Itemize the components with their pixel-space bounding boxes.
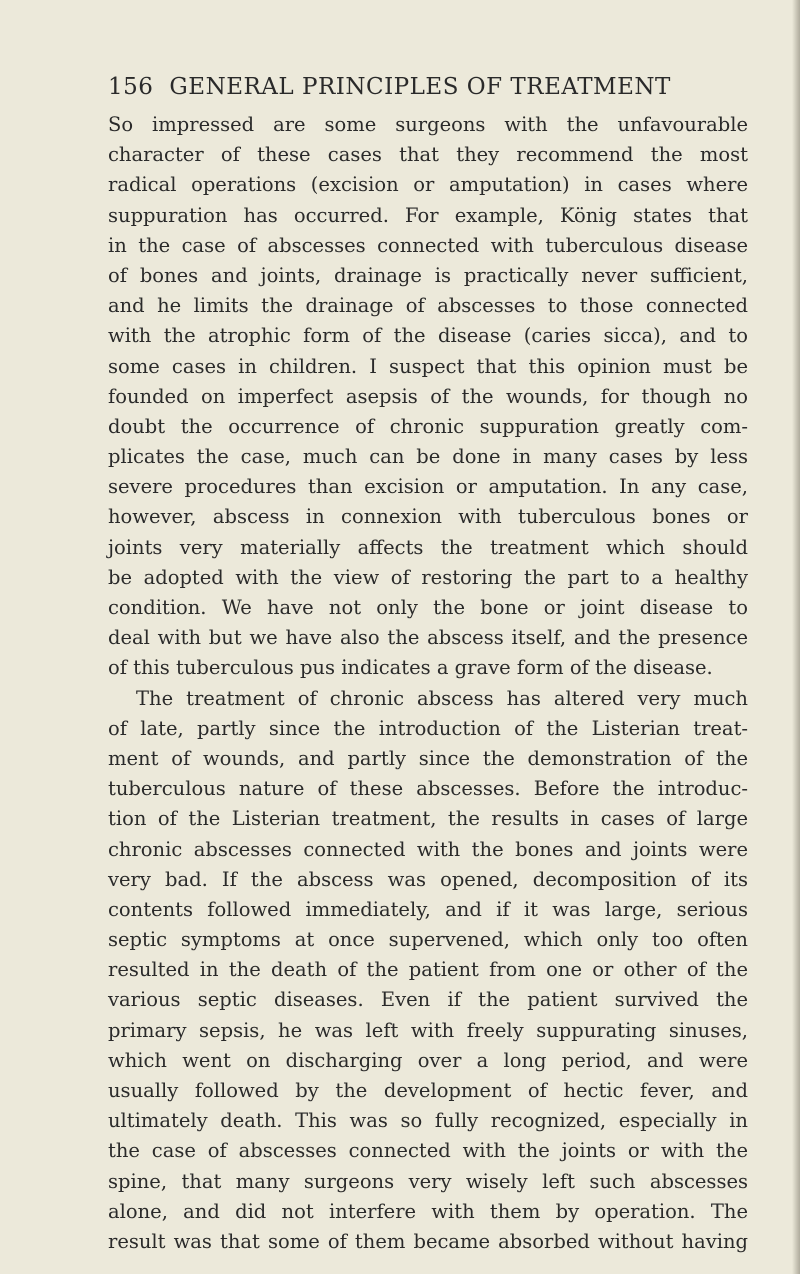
text-line: ultimately death. This was so fully recognized, especially in	[108, 1109, 748, 1133]
text-line: with the atrophic form of the disease (caries sicca), and to	[108, 324, 748, 348]
text-line: ment of wounds, and partly since the demonstration of the	[108, 746, 748, 770]
running-head	[108, 70, 748, 104]
text-line: contents followed immediately, and if it was large, serious	[108, 897, 748, 921]
text-line: resulted in the death of the patient from one or other of the	[108, 958, 748, 982]
text-line: very bad. If the abscess was opened, decomposition of its	[108, 867, 748, 891]
text-line: primary sepsis, he was left with freely suppurating sinuses,	[108, 1018, 748, 1042]
body-text	[108, 110, 748, 1253]
text-line: chronic abscesses connected with the bones and joints were	[108, 837, 748, 861]
text-line: be adopted with the view of restoring the part to a healthy	[108, 565, 748, 589]
page-edge-shadow	[792, 0, 800, 1274]
text-line: in the case of abscesses connected with tuberculous disease	[108, 233, 748, 257]
text-line: alone, and did not interfere with them by operation. The	[108, 1199, 748, 1223]
text-line: founded on imperfect asepsis of the wounds, for though no	[108, 384, 748, 408]
page-number: 156	[108, 74, 154, 100]
text-line: deal with but we have also the abscess itself, and the presence	[108, 626, 748, 650]
text-line: doubt the occurrence of chronic suppuration greatly com-	[108, 414, 748, 438]
text-line: radical operations (excision or amputation) in cases where	[108, 173, 748, 197]
text-line: condition. We have not only the bone or joint disease to	[108, 596, 748, 619]
text-line: So impressed are some surgeons with the unfavourable	[108, 113, 748, 136]
text-line: septic symptoms at once supervened, which only too often	[108, 928, 748, 952]
text-line: plicates the case, much can be done in many cases by less	[108, 445, 748, 469]
text-line: joints very materially affects the treatment which should	[108, 535, 748, 559]
text-line: which went on discharging over a long period, and were	[108, 1048, 748, 1072]
text-line: spine, that many surgeons very wisely left such abscesses	[108, 1169, 748, 1193]
text-line: character of these cases that they recommend the most	[108, 143, 748, 167]
text-line: suppuration has occurred. For example, König states that	[108, 203, 748, 227]
text-line: however, abscess in connexion with tuberculous bones or	[108, 505, 748, 529]
text-line: of bones and joints, drainage is practically never sufficient,	[108, 263, 748, 287]
text-line: and he limits the drainage of abscesses to those connected	[108, 294, 748, 318]
text-line: usually followed by the development of hectic fever, and	[108, 1079, 748, 1102]
chapter-title: GENERAL PRINCIPLES OF TREATMENT	[169, 74, 671, 100]
text-line: result was that some of them became absorbed without having	[108, 1229, 748, 1253]
paragraph-start-line: The treatment of chronic abscess has altered very much	[136, 686, 748, 710]
text-line: tuberculous nature of these abscesses. Before the introduc-	[108, 777, 748, 801]
text-line: some cases in children. I suspect that this opinion must be	[108, 354, 748, 378]
text-line: the case of abscesses connected with the joints or with the	[108, 1139, 748, 1163]
text-line: of this tuberculous pus indicates a grave form of the disease.	[108, 656, 713, 680]
text-line: of late, partly since the introduction of the Listerian treat-	[108, 716, 748, 740]
text-line: various septic diseases. Even if the patient survived the	[108, 988, 748, 1012]
text-line: severe procedures than excision or amputation. In any case,	[108, 475, 748, 499]
text-line: tion of the Listerian treatment, the results in cases of large	[108, 807, 748, 831]
